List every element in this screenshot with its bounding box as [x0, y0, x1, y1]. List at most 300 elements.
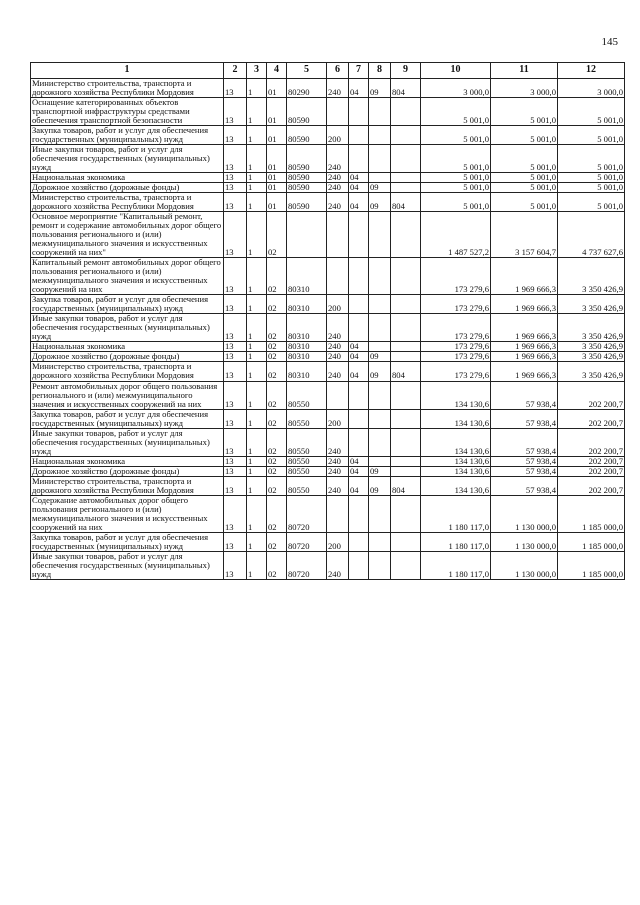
amount-cell-11: 1 969 666,3 — [491, 314, 558, 342]
code-cell-6: 240 — [327, 314, 349, 342]
code-cell-3: 1 — [247, 342, 267, 352]
code-cell-7: 04 — [349, 183, 369, 193]
code-cell-9: 804 — [391, 79, 421, 98]
column-header-3: 3 — [247, 63, 267, 79]
table-row — [31, 476, 625, 495]
amount-cell-10: 173 279,6 — [421, 342, 491, 352]
code-cell-6: 240 — [327, 476, 349, 495]
code-cell-7: 04 — [349, 342, 369, 352]
budget-table — [30, 62, 625, 580]
code-cell-5: 80310 — [287, 352, 327, 362]
code-cell-2: 13 — [224, 193, 247, 212]
row-name-cell: Национальная экономика — [31, 456, 224, 466]
code-cell-3: 1 — [247, 295, 267, 314]
code-cell-3: 1 — [247, 193, 267, 212]
page-number: 145 — [601, 36, 618, 48]
amount-cell-10: 5 001,0 — [421, 145, 491, 173]
code-cell-7: 04 — [349, 466, 369, 476]
code-cell-8: 09 — [369, 362, 391, 381]
code-cell-4: 02 — [267, 495, 287, 532]
code-cell-4: 01 — [267, 193, 287, 212]
amount-cell-12: 202 200,7 — [558, 409, 625, 428]
row-name-cell: Дорожное хозяйство (дорожные фонды) — [31, 466, 224, 476]
amount-cell-12: 3 350 426,9 — [558, 362, 625, 381]
amount-cell-11: 1 130 000,0 — [491, 551, 558, 579]
code-cell-8 — [369, 173, 391, 183]
code-cell-6: 240 — [327, 193, 349, 212]
code-cell-5: 80720 — [287, 551, 327, 579]
code-cell-6: 240 — [327, 466, 349, 476]
code-cell-4: 02 — [267, 342, 287, 352]
amount-cell-12: 1 185 000,0 — [558, 551, 625, 579]
code-cell-2: 13 — [224, 551, 247, 579]
code-cell-4: 01 — [267, 79, 287, 98]
code-cell-7 — [349, 551, 369, 579]
code-cell-4: 02 — [267, 466, 287, 476]
amount-cell-11: 1 130 000,0 — [491, 495, 558, 532]
row-name-cell: Министерство строительства, транспорта и дорожного хозяйства Республики Мордовия — [31, 193, 224, 212]
column-header-2: 2 — [224, 63, 247, 79]
code-cell-7 — [349, 495, 369, 532]
code-cell-3: 1 — [247, 173, 267, 183]
code-cell-8 — [369, 409, 391, 428]
code-cell-7: 04 — [349, 79, 369, 98]
amount-cell-10: 1 180 117,0 — [421, 532, 491, 551]
code-cell-4: 01 — [267, 126, 287, 145]
code-cell-8 — [369, 342, 391, 352]
row-name-cell: Министерство строительства, транспорта и дорожного хозяйства Республики Мордовия — [31, 362, 224, 381]
table-row — [31, 295, 625, 314]
amount-cell-11: 1 130 000,0 — [491, 532, 558, 551]
code-cell-8 — [369, 314, 391, 342]
code-cell-6: 240 — [327, 183, 349, 193]
code-cell-3: 1 — [247, 362, 267, 381]
code-cell-6: 240 — [327, 79, 349, 98]
code-cell-2: 13 — [224, 428, 247, 456]
code-cell-2: 13 — [224, 79, 247, 98]
amount-cell-12: 5 001,0 — [558, 183, 625, 193]
table-row — [31, 193, 625, 212]
column-header-12: 12 — [558, 63, 625, 79]
code-cell-7 — [349, 98, 369, 126]
code-cell-6: 240 — [327, 342, 349, 352]
column-header-4: 4 — [267, 63, 287, 79]
amount-cell-12: 202 200,7 — [558, 456, 625, 466]
amount-cell-11: 57 938,4 — [491, 428, 558, 456]
code-cell-2: 13 — [224, 145, 247, 173]
amount-cell-11: 1 969 666,3 — [491, 352, 558, 362]
table-row — [31, 126, 625, 145]
code-cell-3: 1 — [247, 183, 267, 193]
code-cell-5: 80550 — [287, 466, 327, 476]
code-cell-6: 240 — [327, 145, 349, 173]
amount-cell-11: 57 938,4 — [491, 409, 558, 428]
code-cell-9 — [391, 314, 421, 342]
row-name-cell: Министерство строительства, транспорта и дорожного хозяйства Республики Мордовия — [31, 476, 224, 495]
amount-cell-11: 5 001,0 — [491, 173, 558, 183]
code-cell-2: 13 — [224, 173, 247, 183]
amount-cell-12: 5 001,0 — [558, 193, 625, 212]
code-cell-6: 240 — [327, 456, 349, 466]
amount-cell-12: 5 001,0 — [558, 145, 625, 173]
code-cell-2: 13 — [224, 532, 247, 551]
amount-cell-10: 5 001,0 — [421, 126, 491, 145]
code-cell-8: 09 — [369, 183, 391, 193]
code-cell-5: 80720 — [287, 532, 327, 551]
amount-cell-11: 1 969 666,3 — [491, 258, 558, 295]
code-cell-3: 1 — [247, 79, 267, 98]
amount-cell-12: 202 200,7 — [558, 476, 625, 495]
row-name-cell: Закупка товаров, работ и услуг для обеспечения государственных (муниципальных) нужд — [31, 532, 224, 551]
amount-cell-11: 1 969 666,3 — [491, 342, 558, 352]
code-cell-4: 01 — [267, 183, 287, 193]
amount-cell-10: 173 279,6 — [421, 362, 491, 381]
code-cell-9 — [391, 183, 421, 193]
code-cell-5: 80550 — [287, 476, 327, 495]
table-row — [31, 466, 625, 476]
amount-cell-11: 1 969 666,3 — [491, 295, 558, 314]
table-row — [31, 183, 625, 193]
table-row — [31, 409, 625, 428]
code-cell-2: 13 — [224, 409, 247, 428]
code-cell-9: 804 — [391, 476, 421, 495]
amount-cell-12: 3 350 426,9 — [558, 258, 625, 295]
code-cell-9 — [391, 126, 421, 145]
code-cell-4: 02 — [267, 258, 287, 295]
code-cell-5: 80590 — [287, 183, 327, 193]
code-cell-2: 13 — [224, 98, 247, 126]
amount-cell-12: 202 200,7 — [558, 381, 625, 409]
code-cell-9 — [391, 466, 421, 476]
code-cell-2: 13 — [224, 126, 247, 145]
code-cell-3: 1 — [247, 551, 267, 579]
code-cell-6: 240 — [327, 428, 349, 456]
code-cell-4: 02 — [267, 476, 287, 495]
amount-cell-11: 3 157 604,7 — [491, 212, 558, 258]
code-cell-7 — [349, 145, 369, 173]
column-header-10: 10 — [421, 63, 491, 79]
amount-cell-10: 5 001,0 — [421, 173, 491, 183]
table-body — [31, 79, 625, 580]
code-cell-5: 80550 — [287, 409, 327, 428]
code-cell-8: 09 — [369, 193, 391, 212]
code-cell-5 — [287, 212, 327, 258]
code-cell-5: 80550 — [287, 428, 327, 456]
code-cell-8: 09 — [369, 476, 391, 495]
table-row — [31, 456, 625, 466]
amount-cell-10: 134 130,6 — [421, 456, 491, 466]
amount-cell-11: 3 000,0 — [491, 79, 558, 98]
code-cell-7 — [349, 258, 369, 295]
code-cell-9 — [391, 352, 421, 362]
code-cell-7 — [349, 295, 369, 314]
table-row — [31, 173, 625, 183]
row-name-cell: Закупка товаров, работ и услуг для обеспечения государственных (муниципальных) нужд — [31, 126, 224, 145]
amount-cell-10: 5 001,0 — [421, 183, 491, 193]
code-cell-3: 1 — [247, 212, 267, 258]
code-cell-7 — [349, 381, 369, 409]
code-cell-3: 1 — [247, 352, 267, 362]
code-cell-9: 804 — [391, 362, 421, 381]
row-name-cell: Иные закупки товаров, работ и услуг для обеспечения государственных (муниципальных) нужд — [31, 314, 224, 342]
row-name-cell: Иные закупки товаров, работ и услуг для обеспечения государственных (муниципальных) нужд — [31, 428, 224, 456]
code-cell-6 — [327, 381, 349, 409]
code-cell-6: 200 — [327, 126, 349, 145]
table-row — [31, 79, 625, 98]
column-header-9: 9 — [391, 63, 421, 79]
code-cell-5: 80310 — [287, 314, 327, 342]
code-cell-4: 02 — [267, 456, 287, 466]
code-cell-6 — [327, 495, 349, 532]
code-cell-5: 80310 — [287, 258, 327, 295]
amount-cell-10: 1 487 527,2 — [421, 212, 491, 258]
amount-cell-12: 1 185 000,0 — [558, 532, 625, 551]
code-cell-5: 80590 — [287, 126, 327, 145]
code-cell-8 — [369, 212, 391, 258]
code-cell-4: 01 — [267, 173, 287, 183]
code-cell-5: 80720 — [287, 495, 327, 532]
code-cell-5: 80590 — [287, 193, 327, 212]
code-cell-4: 02 — [267, 362, 287, 381]
code-cell-3: 1 — [247, 466, 267, 476]
code-cell-9 — [391, 428, 421, 456]
table-row — [31, 145, 625, 173]
amount-cell-11: 5 001,0 — [491, 98, 558, 126]
code-cell-3: 1 — [247, 145, 267, 173]
amount-cell-10: 173 279,6 — [421, 295, 491, 314]
code-cell-3: 1 — [247, 495, 267, 532]
code-cell-7 — [349, 409, 369, 428]
code-cell-9 — [391, 381, 421, 409]
column-header-8: 8 — [369, 63, 391, 79]
code-cell-8: 09 — [369, 79, 391, 98]
code-cell-8: 09 — [369, 352, 391, 362]
amount-cell-12: 5 001,0 — [558, 98, 625, 126]
code-cell-3: 1 — [247, 258, 267, 295]
code-cell-8 — [369, 295, 391, 314]
code-cell-9 — [391, 98, 421, 126]
amount-cell-10: 134 130,6 — [421, 409, 491, 428]
code-cell-4: 01 — [267, 98, 287, 126]
table-row — [31, 362, 625, 381]
amount-cell-10: 173 279,6 — [421, 258, 491, 295]
amount-cell-10: 173 279,6 — [421, 314, 491, 342]
column-header-6: 6 — [327, 63, 349, 79]
table-row — [31, 381, 625, 409]
amount-cell-10: 173 279,6 — [421, 352, 491, 362]
code-cell-4: 02 — [267, 352, 287, 362]
code-cell-3: 1 — [247, 456, 267, 466]
code-cell-5: 80590 — [287, 98, 327, 126]
amount-cell-10: 1 180 117,0 — [421, 495, 491, 532]
code-cell-5: 80310 — [287, 295, 327, 314]
code-cell-6: 240 — [327, 551, 349, 579]
code-cell-6: 240 — [327, 362, 349, 381]
code-cell-7: 04 — [349, 456, 369, 466]
code-cell-2: 13 — [224, 362, 247, 381]
code-cell-5: 80550 — [287, 456, 327, 466]
code-cell-4: 02 — [267, 551, 287, 579]
row-name-cell: Дорожное хозяйство (дорожные фонды) — [31, 183, 224, 193]
code-cell-6 — [327, 98, 349, 126]
code-cell-5: 80310 — [287, 342, 327, 352]
row-name-cell: Закупка товаров, работ и услуг для обеспечения государственных (муниципальных) нужд — [31, 409, 224, 428]
table-row — [31, 212, 625, 258]
code-cell-8 — [369, 381, 391, 409]
code-cell-6: 200 — [327, 295, 349, 314]
code-cell-9 — [391, 295, 421, 314]
column-header-7: 7 — [349, 63, 369, 79]
amount-cell-11: 5 001,0 — [491, 183, 558, 193]
code-cell-6: 240 — [327, 352, 349, 362]
code-cell-3: 1 — [247, 476, 267, 495]
amount-cell-11: 5 001,0 — [491, 126, 558, 145]
code-cell-2: 13 — [224, 258, 247, 295]
code-cell-9 — [391, 342, 421, 352]
code-cell-7: 04 — [349, 476, 369, 495]
amount-cell-11: 5 001,0 — [491, 193, 558, 212]
code-cell-4: 01 — [267, 145, 287, 173]
code-cell-8 — [369, 532, 391, 551]
amount-cell-12: 4 737 627,6 — [558, 212, 625, 258]
row-name-cell: Капитальный ремонт автомобильных дорог общего пользования регионального и (или) межмуниципального значения и искусственных сооружений на них — [31, 258, 224, 295]
code-cell-6: 200 — [327, 409, 349, 428]
code-cell-8 — [369, 126, 391, 145]
table-row — [31, 98, 625, 126]
code-cell-5: 80290 — [287, 79, 327, 98]
table-row — [31, 495, 625, 532]
code-cell-4: 02 — [267, 314, 287, 342]
amount-cell-12: 3 350 426,9 — [558, 352, 625, 362]
code-cell-9: 804 — [391, 193, 421, 212]
code-cell-7 — [349, 532, 369, 551]
amount-cell-11: 57 938,4 — [491, 476, 558, 495]
row-name-cell: Ремонт автомобильных дорог общего пользования регионального и (или) межмуниципального значения и искусственных сооружений на них — [31, 381, 224, 409]
code-cell-8: 09 — [369, 466, 391, 476]
amount-cell-11: 5 001,0 — [491, 145, 558, 173]
amount-cell-10: 134 130,6 — [421, 466, 491, 476]
code-cell-2: 13 — [224, 314, 247, 342]
code-cell-5: 80590 — [287, 145, 327, 173]
table-row — [31, 532, 625, 551]
amount-cell-12: 3 350 426,9 — [558, 314, 625, 342]
code-cell-2: 13 — [224, 183, 247, 193]
code-cell-2: 13 — [224, 456, 247, 466]
code-cell-7: 04 — [349, 193, 369, 212]
code-cell-9 — [391, 145, 421, 173]
amount-cell-11: 57 938,4 — [491, 466, 558, 476]
amount-cell-10: 3 000,0 — [421, 79, 491, 98]
code-cell-7: 04 — [349, 362, 369, 381]
table-row — [31, 314, 625, 342]
code-cell-3: 1 — [247, 409, 267, 428]
code-cell-6 — [327, 258, 349, 295]
row-name-cell: Закупка товаров, работ и услуг для обеспечения государственных (муниципальных) нужд — [31, 295, 224, 314]
code-cell-7: 04 — [349, 352, 369, 362]
code-cell-7 — [349, 428, 369, 456]
amount-cell-10: 1 180 117,0 — [421, 551, 491, 579]
code-cell-8 — [369, 145, 391, 173]
code-cell-5: 80310 — [287, 362, 327, 381]
code-cell-5: 80550 — [287, 381, 327, 409]
code-cell-4: 02 — [267, 428, 287, 456]
row-name-cell: Основное мероприятие "Капитальный ремонт, ремонт и содержание автомобильных дорог общего пользования регионального и (или) межмуниципального значения и искусственных сооружений на них" — [31, 212, 224, 258]
table-row — [31, 342, 625, 352]
code-cell-5: 80590 — [287, 173, 327, 183]
amount-cell-11: 57 938,4 — [491, 456, 558, 466]
code-cell-9 — [391, 258, 421, 295]
code-cell-6 — [327, 212, 349, 258]
row-name-cell: Оснащение категорированных объектов транспортной инфраструктуры средствами обеспечения транспортной безопасности — [31, 98, 224, 126]
code-cell-8 — [369, 495, 391, 532]
table-row — [31, 428, 625, 456]
code-cell-9 — [391, 409, 421, 428]
amount-cell-12: 5 001,0 — [558, 126, 625, 145]
amount-cell-12: 1 185 000,0 — [558, 495, 625, 532]
column-header-11: 11 — [491, 63, 558, 79]
row-name-cell: Дорожное хозяйство (дорожные фонды) — [31, 352, 224, 362]
code-cell-3: 1 — [247, 381, 267, 409]
code-cell-8 — [369, 258, 391, 295]
code-cell-2: 13 — [224, 342, 247, 352]
amount-cell-12: 5 001,0 — [558, 173, 625, 183]
code-cell-3: 1 — [247, 428, 267, 456]
code-cell-9 — [391, 532, 421, 551]
amount-cell-12: 3 000,0 — [558, 79, 625, 98]
amount-cell-12: 202 200,7 — [558, 428, 625, 456]
amount-cell-10: 134 130,6 — [421, 476, 491, 495]
amount-cell-11: 1 969 666,3 — [491, 362, 558, 381]
row-name-cell: Иные закупки товаров, работ и услуг для обеспечения государственных (муниципальных) нужд — [31, 145, 224, 173]
code-cell-9 — [391, 456, 421, 466]
row-name-cell: Иные закупки товаров, работ и услуг для обеспечения государственных (муниципальных) нужд — [31, 551, 224, 579]
code-cell-2: 13 — [224, 295, 247, 314]
code-cell-9 — [391, 495, 421, 532]
code-cell-7: 04 — [349, 173, 369, 183]
code-cell-4: 02 — [267, 532, 287, 551]
code-cell-2: 13 — [224, 381, 247, 409]
code-cell-6: 240 — [327, 173, 349, 183]
code-cell-4: 02 — [267, 295, 287, 314]
code-cell-7 — [349, 314, 369, 342]
amount-cell-12: 3 350 426,9 — [558, 295, 625, 314]
code-cell-2: 13 — [224, 466, 247, 476]
code-cell-2: 13 — [224, 476, 247, 495]
table-header-row — [31, 63, 625, 79]
code-cell-9 — [391, 551, 421, 579]
table-row — [31, 258, 625, 295]
code-cell-8 — [369, 428, 391, 456]
code-cell-7 — [349, 212, 369, 258]
code-cell-9 — [391, 212, 421, 258]
row-name-cell: Национальная экономика — [31, 173, 224, 183]
code-cell-8 — [369, 98, 391, 126]
code-cell-9 — [391, 173, 421, 183]
amount-cell-12: 3 350 426,9 — [558, 342, 625, 352]
code-cell-3: 1 — [247, 532, 267, 551]
amount-cell-10: 134 130,6 — [421, 381, 491, 409]
table-row — [31, 551, 625, 579]
code-cell-4: 02 — [267, 212, 287, 258]
amount-cell-10: 134 130,6 — [421, 428, 491, 456]
code-cell-3: 1 — [247, 98, 267, 126]
amount-cell-10: 5 001,0 — [421, 98, 491, 126]
code-cell-4: 02 — [267, 381, 287, 409]
row-name-cell: Министерство строительства, транспорта и дорожного хозяйства Республики Мордовия — [31, 79, 224, 98]
code-cell-3: 1 — [247, 126, 267, 145]
row-name-cell: Национальная экономика — [31, 342, 224, 352]
code-cell-2: 13 — [224, 212, 247, 258]
